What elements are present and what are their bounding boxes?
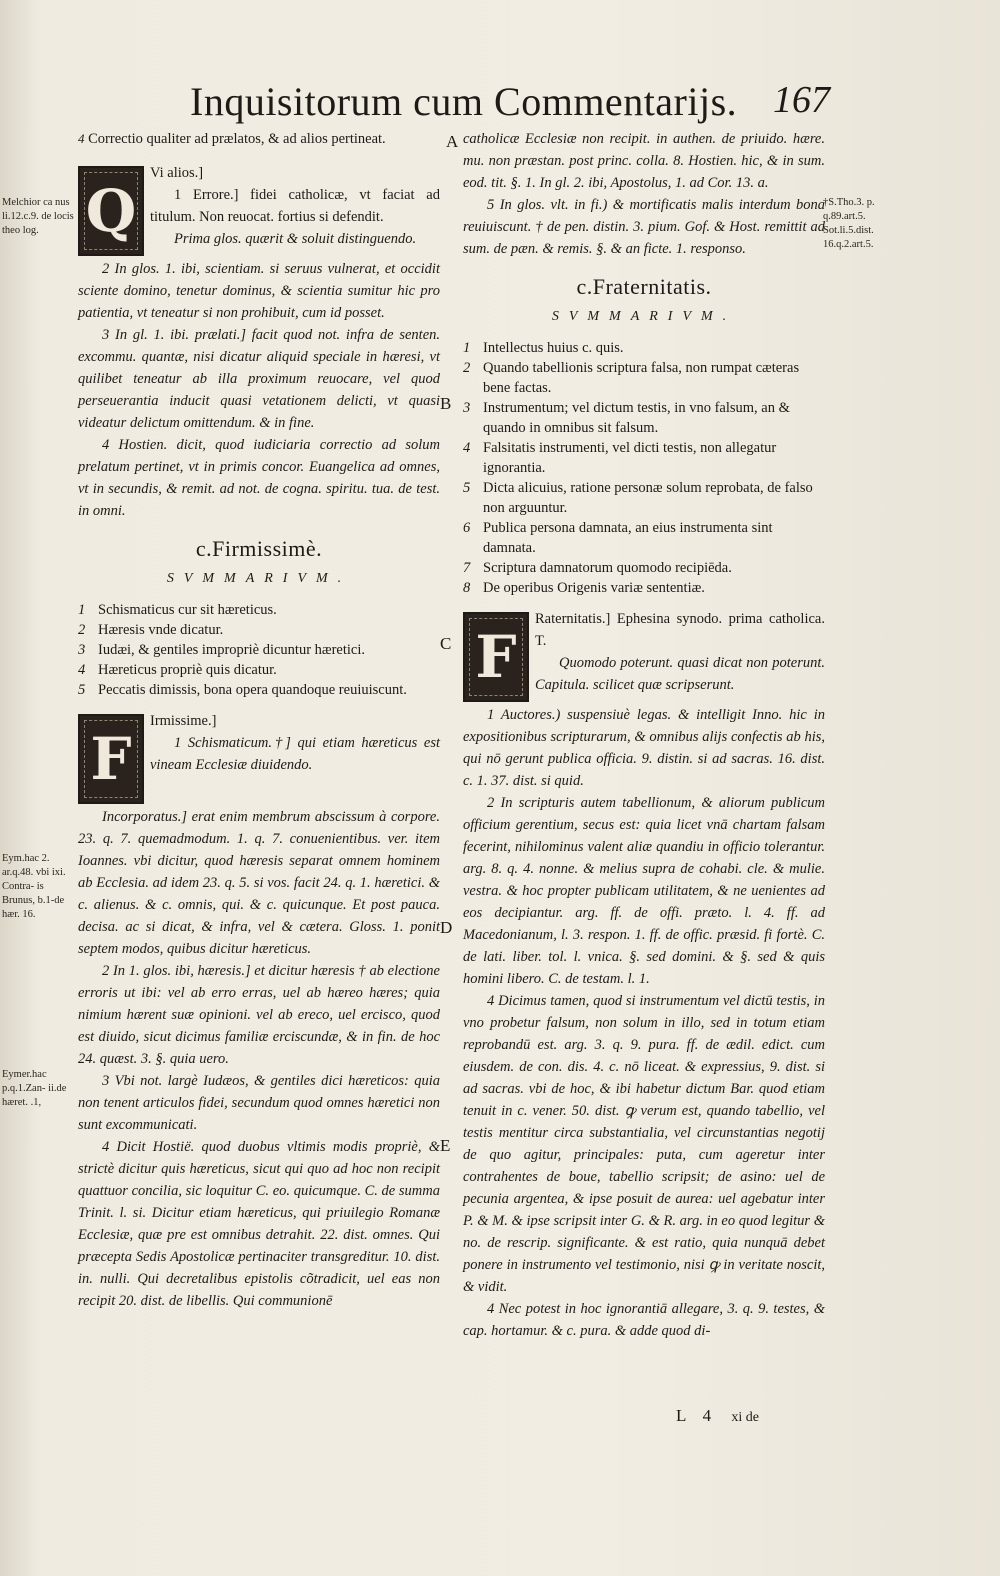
gloss-fr-text (535, 608, 825, 696)
gloss-f3: 3 Vbi not. largè Iudæos, & gentiles dici hæreticos: quia non tenent articulos fidei, secundum quod omnes hæretici non sunt excommunicati. (78, 1073, 440, 1133)
margin-note-eymericus-2: Eymer.hac p.q.1.Zan- ii.de hæret. .1, (2, 1069, 67, 1108)
section-letter-c: C (440, 634, 452, 653)
summarium-list-right (463, 338, 825, 598)
summarium-right-item (463, 438, 825, 478)
summarium-right-item-text: Scriptura damnatorum quomodo recipiēda. (483, 560, 732, 576)
summarium-left-item-text: Iudæi, & gentiles impropriè dicuntur hæretici. (98, 642, 365, 658)
summarium-right-item (463, 578, 825, 598)
summarium-left-item-text: Peccatis dimissis, bona opera quandoque reuiuiscunt. (98, 682, 407, 698)
signature-number: 4 (702, 1406, 712, 1425)
decorated-initial-f2 (463, 612, 529, 702)
summarium-left-item-text: Hæreticus propriè quis dicatur. (98, 662, 277, 678)
summarium-left-item-number: 1 (78, 602, 86, 618)
top-item (78, 128, 440, 150)
gloss-r-top: catholicæ Ecclesiæ non recipit. in authen. de priuido. hære. mu. non præstan. post princ. colla. 8. Hostien. hic, & in sum. eod. tit. §. 1. In gl. 2. ibi, Apostolus, 1. ad Cor. 13. a. (463, 131, 825, 191)
section-title-firmissime: c.Firmissimè. (195, 536, 323, 561)
gloss-p2: 2 In glos. 1. ibi, scientiam. si seruus vulnerat, et occidit sciente domino, tenetur dominus, & scientia sumitur hic pro patientia, vt teneatur si non prohibuit, cum id posset. (78, 261, 440, 321)
summarium-left-item (78, 620, 440, 640)
summarium-right-item (463, 518, 825, 558)
gloss-p4: 4 Hostien. dicit, quod iudiciaria correctio ad solum prelatum pertinet, vt in primis concor. Euangelica ad omnes, vt in secundis, & remit. ad not. de cogna. spiritu. tua. de test. in omni. (78, 437, 440, 519)
gloss-r4b: 4 Nec potest in hoc ignorantiā allegare, 3. q. 9. testes, & cap. hortamur. & c. pura. & adde quod di- (463, 1301, 825, 1339)
summarium-right-item-number: 1 (463, 340, 471, 356)
running-header (190, 78, 830, 130)
gloss-f-text (150, 710, 440, 776)
section-letter-d: D (440, 918, 453, 937)
summarium-right-item-number: 3 (463, 400, 471, 416)
summarium-right-item (463, 358, 825, 398)
summarium-left-item-number: 2 (78, 622, 86, 638)
summarium-left-item-number: 3 (78, 642, 86, 658)
summarium-right-item-text: Instrumentum; vel dictum testis, in vno falsum, an & quando in omnibus sit falsum. (483, 400, 790, 436)
margin-note-melchior: Melchior ca nus li.12.c.9. de locis theo log. (2, 197, 74, 236)
running-title: Inquisitorum cum Commentarijs. (190, 79, 738, 124)
summarium-right-item (463, 558, 825, 578)
gloss-f2: 2 In 1. glos. ibi, hæresis.] et dicitur hæresis † ab electione erroris ut ibi: vel ab erro erras, uel ab hæreo hæres; quia nimium hærent suæ opinioni. vel ab ereco, uel ercisco, quod est diuido, sicut dicimus familiæ erciscundæ, & in fin. de hoc 24. quæst. 3. §. quia uero. (78, 963, 440, 1067)
gloss-q-p1: 1 Errore.] fidei catholicæ, vt faciat ad titulum. Non reuocat. fortius si defendit. (150, 187, 440, 225)
summarium-left-item (78, 680, 440, 700)
summarium-right-item-number: 5 (463, 480, 471, 496)
gloss-p3: 3 In gl. 1. ibi. prælati.] facit quod not. infra de senten. excommu. quantæ, nisi dicatur aliquid speciale in hæresi, vt quilibet teneatur ab illa proximum reuocare, vel quod perseuerantia inducit quasi vetationem delicti, vt quasi videatur delictum omittendum. & in fine. (78, 327, 440, 431)
catchline (676, 1406, 759, 1426)
summarium-right-item-number: 7 (463, 560, 471, 576)
summarium-right-item (463, 338, 825, 358)
gloss-fr-lead: Raternitatis.] Ephesina synodo. prima catholica. T. (535, 611, 825, 649)
initial-ornament (469, 618, 523, 696)
gloss-r-top2: 5 In glos. vlt. in fi.) & mortificatis malis interdum bona reuiuiscunt. † de pen. distin. 3. pium. Gof. & Host. remittit ad sum. de pæn. & remis. §. & an ficte. 1. responso. (463, 197, 825, 257)
summarium-left-item-text: Schismaticus cur sit hæreticus. (98, 602, 277, 618)
gloss-f1: 1 Schismaticum.†] qui etiam hæreticus est vineam Ecclesiæ diuidendo. (150, 735, 440, 773)
section-letter-e: E (440, 1136, 451, 1155)
summarium-heading-right: SVMMARIVM. (551, 309, 737, 324)
initial-ornament (84, 720, 138, 798)
section-letter-a: A (446, 132, 459, 151)
gloss-q-lead: Vi alios.] (150, 165, 204, 181)
summarium-right-item-text: Publica persona damnata, an eius instrumenta sint damnata. (483, 520, 773, 556)
gloss-block-q (78, 162, 440, 258)
gloss-block-fraternitatis (463, 608, 825, 704)
section-letter-b: B (440, 394, 452, 413)
section-title-fraternitatis: c.Fraternitatis. (576, 274, 712, 299)
summarium-right-item-text: Falsitatis instrumenti, vel dicti testis, non allegatur ignorantia. (483, 440, 777, 476)
initial-ornament (84, 172, 138, 250)
gloss-block-f (78, 710, 440, 806)
gloss-f-lead: Irmissime.] (150, 713, 217, 729)
right-column (463, 128, 825, 1342)
gloss-r4: 4 Dicimus tamen, quod si instrumentum vel dictū testis, in vno probetur falsum, non solum in illo, sed in totum etiam reprobandū est. arg. 3. q. 9. pura. ff. de ædil. edict. cum eiusdem. de con. dis. 4. c. nō liceat. & expressius, 9. dist. si ad sacras. vbi de hoc, & ibi habetur dictum Bar. quod etiam tenuit in c. vener. 50. dist. ꝙ verum est, quando tabellio, vel testis mentitur circa substantialia, vel circunstantias negotij de quo agitur, principales: puta, cum ageretur inter contrahentes de boue, tabellio scripsit; de asino: uel de pecunia argentea, & ipse posuit de aurea: uel agebatur inter P. & M. & ipse scripsit inter G. & R. arg. in eo quod legitur & no. de rescrip. significante. & est ratio, quia nunquā debet ponere in instrumento vel testimonio, nisi ꝙ in veritate noscit, & vidit. (463, 993, 825, 1295)
top-item-number: 4 (78, 131, 85, 146)
summarium-right-item-number: 2 (463, 360, 471, 376)
gloss-f4: 4 Dicit Hostië. quod duobus vltimis modis propriè, & strictè dicitur quis hæreticus, sicut qui quo ad hoc non recipit quattuor concilia, sic loquitur C. eo. quicumque. C. de summa Trinit. l. si. Dicitur etiam hæreticus, qui priuilegio Romanæ Ecclesiæ, quæ pre est omnibus detrahit. 22. dist. omnes. Qui præcepta Sedis Apostolicæ pertinaciter transgreditur. 10. dist. in. nulli. Qui decretalibus epistolis cõtradicit, uel eas non recipit 20. dist. de libellis. Qui communionē (78, 1139, 440, 1309)
summarium-list-left (78, 600, 440, 700)
margin-note-eymericus-1: Eym.hac 2. ar.q.48. vbi ixi. Contra- is Brunus, b.1-de hær. 16. (2, 853, 66, 920)
summarium-left-item-number: 5 (78, 682, 86, 698)
summarium-right-item (463, 478, 825, 518)
summarium-right-item-text: Dicta alicuius, ratione personæ solum reprobata, de falso non arguuntur. (483, 480, 813, 516)
catchword: xi de (731, 1410, 759, 1425)
folio-number: 167 (773, 79, 830, 121)
summarium-right-item-number: 6 (463, 520, 471, 536)
summarium-left-item (78, 640, 440, 660)
initial-letter: F (475, 623, 517, 691)
gloss-q-p1b: Prima glos. quærit & soluit distinguendo. (174, 231, 417, 247)
initial-letter: F (90, 725, 132, 793)
gloss-fr-lead2: Quomodo poterunt. quasi dicat non poterunt. Capitula. scilicet quæ scripserunt. (535, 655, 825, 693)
margin-note-thomas: †S.Tho.3. p. q.89.art.5. Sot.li.5.dist. 16.q.2.art.5. (823, 197, 875, 250)
left-column (78, 128, 440, 1312)
summarium-heading-left: SVMMARIVM. (166, 571, 352, 586)
summarium-right-item-number: 8 (463, 580, 471, 596)
gloss-r1: 1 Auctores.) suspensiuè legas. & intelligit Inno. hic in expositionibus scripturarum, & omnibus alijs confectis ab his, qui nō gerunt publica officia. 9. distin. si ad sacras. 16. dist. c. 1. 37. dist. si quid. (463, 707, 825, 789)
decorated-initial-f (78, 714, 144, 804)
summarium-right-item (463, 398, 825, 438)
summarium-right-item-text: Quando tabellionis scriptura falsa, non rumpat cæteras bene factas. (483, 360, 800, 396)
summarium-right-item-text: De operibus Origenis variæ sententiæ. (483, 580, 705, 596)
summarium-right-item-number: 4 (463, 440, 471, 456)
decorated-initial-q (78, 166, 144, 256)
signature-mark: L (676, 1406, 687, 1425)
summarium-left-item-text: Hæresis vnde dicatur. (98, 622, 224, 638)
top-item-text: Correctio qualiter ad prælatos, & ad alios pertineat. (88, 131, 386, 147)
summarium-left-item (78, 660, 440, 680)
initial-letter: Q (85, 177, 137, 245)
gloss-r2: 2 In scripturis autem tabellionum, & aliorum publicum officium gerentium, secus est: quia licet vnā chartam falsam fecerint, nihilominus valent aliæ quandiu in officio tolerantur. arg. 8. q. 4. nonne. & melius supra de cohabi. cle. & mulie. vestra. & hoc propter publicam utilitatem, & ne uenientes ad eos decipiantur. arg. ff. de offi. præto. l. 4. ff. ad Macedonianum, l. 3. respon. 1. ff. de offic. præsid. fi fortè. C. de lati. liber. tol. l. vnica. §. sed domini. & §. sed & quis homini libero. C. de testam. l. 1. (463, 795, 825, 987)
gloss-f1b: Incorporatus.] erat enim membrum abscissum à corpore. 23. q. 7. quemadmodum. 1. q. 7. conuenientibus. ver. item Ioannes. vbi dicitur, quod hæresis separat omnem hominem ab Ecclesia. ad idem 23. q. 5. si vos. facit 24. q. 1. hæretici. & c. alienus. & c. omnis, qui. & c. quicunque. Et post pauca. decisa. ac si dicat, & infra, vel & cætera. Gloss. 1. ponit septem modos, quibus dicitur hæreticus. (78, 809, 440, 957)
gloss-q-text (150, 162, 440, 250)
summarium-left-item-number: 4 (78, 662, 86, 678)
summarium-right-item-text: Intellectus huius c. quis. (483, 340, 624, 356)
summarium-left-item (78, 600, 440, 620)
